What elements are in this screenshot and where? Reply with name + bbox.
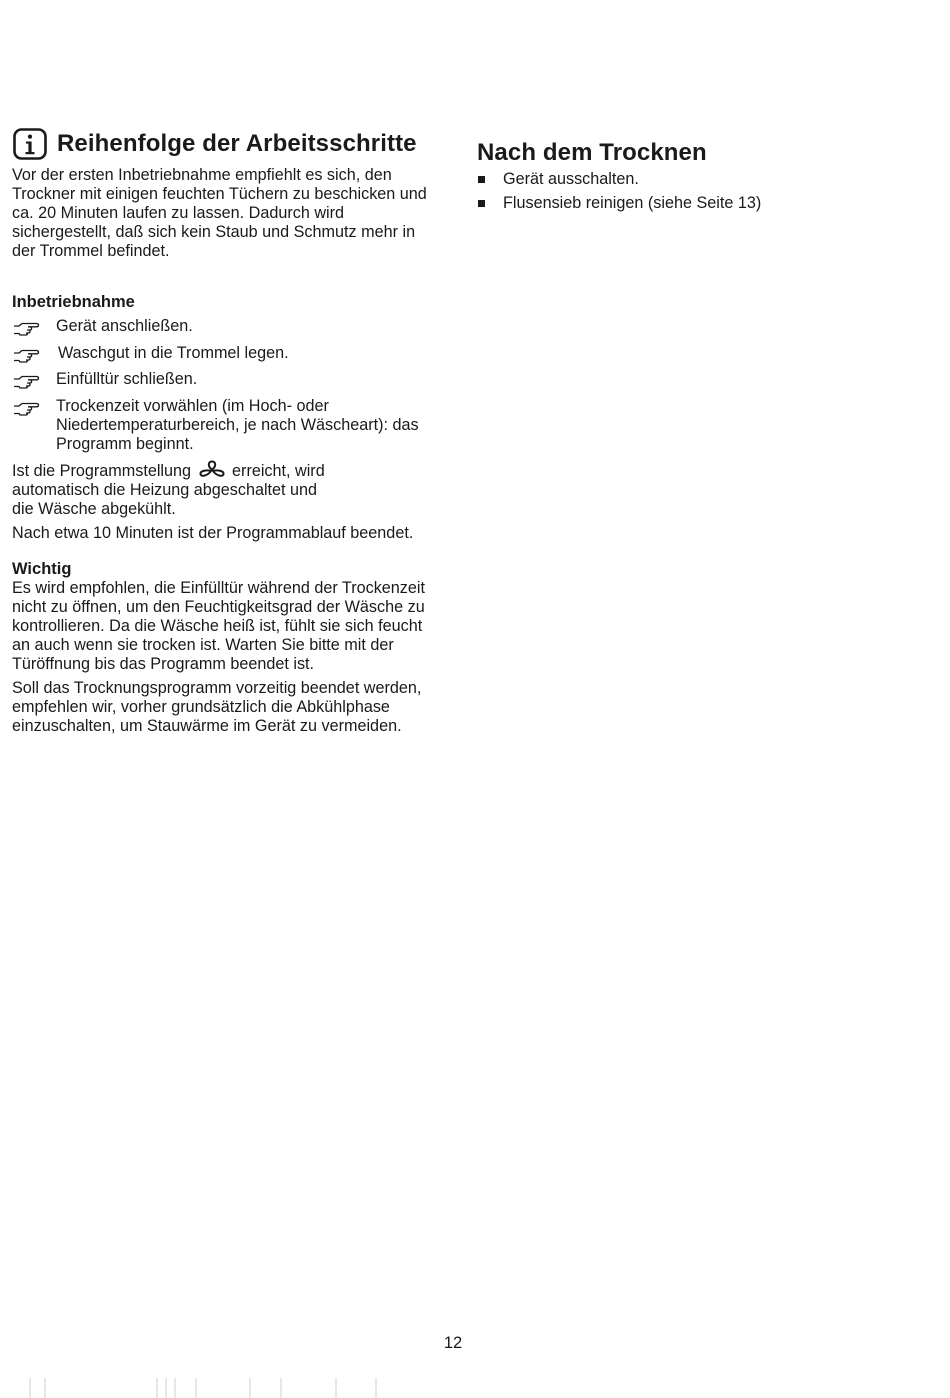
- program-text-before: Ist die Programmstellung: [12, 462, 192, 480]
- step-item: [12, 344, 432, 363]
- program-paragraph: [12, 460, 432, 519]
- step-text: Gerät anschließen.: [56, 317, 193, 335]
- pointing-hand-icon: [12, 347, 40, 363]
- pointing-hand-icon: [12, 320, 40, 336]
- wichtig-heading: Wichtig: [12, 560, 72, 578]
- info-icon: [13, 128, 47, 160]
- step-item: [12, 370, 432, 389]
- step-text: Waschgut in die Trommel legen.: [58, 343, 289, 362]
- end-note: Nach etwa 10 Minuten ist der Programmablauf beendet.: [12, 524, 414, 542]
- inbetriebnahme-steps: [12, 317, 432, 454]
- pointing-hand-icon: [12, 373, 40, 389]
- inbetriebnahme-heading: Inbetriebnahme: [12, 293, 135, 311]
- fan-cooling-icon: [198, 460, 226, 480]
- wichtig-paragraph-1: Es wird empfohlen, die Einfülltür während der Trockenzeit nicht zu öffnen, um den Feuchtigkeitsgrad der Wäsche zu kontrollieren. Da die Wäsche heiß ist, fühlt sie sich feucht an auch wenn sie trocken ist. Warten Sie bitte mit der Türöffnung bis das Programm beendet ist.: [12, 579, 425, 673]
- program-text-after: erreicht, wird: [232, 462, 325, 480]
- square-bullet-icon: [478, 200, 485, 207]
- left-column: [12, 128, 432, 736]
- section-heading-row: [12, 128, 432, 160]
- nach-dem-trocknen-list: [477, 170, 917, 213]
- step-text: Einfülltür schließen.: [56, 370, 198, 388]
- nach-dem-trocknen-heading: Nach dem Trocknen: [477, 139, 707, 166]
- program-text-rest: automatisch die Heizung abgeschaltet und die Wäsche abgekühlt.: [12, 481, 318, 518]
- list-item: [477, 194, 917, 213]
- list-item-text: Flusensieb reinigen (siehe Seite 13): [503, 194, 762, 212]
- intro-paragraph: Vor der ersten Inbetriebnahme empfiehlt es sich, den Trockner mit einigen feuchten Tüchern zu beschicken und ca. 20 Minuten laufen zu lassen. Dadurch wird sichergestellt, daß sich kein Staub und Schmutz mehr in der Trommel befindet.: [12, 166, 427, 260]
- step-text: Trockenzeit vorwählen (im Hoch- oder Niedertemperaturbereich, je nach Wäscheart): das Programm beginnt.: [56, 396, 419, 453]
- section-heading: Reihenfolge der Arbeitsschritte: [57, 130, 417, 157]
- right-column: [477, 138, 917, 218]
- step-item: [12, 397, 432, 454]
- square-bullet-icon: [478, 176, 485, 183]
- list-item-text: Gerät ausschalten.: [503, 170, 639, 188]
- pointing-hand-icon: [12, 400, 40, 416]
- step-item: [12, 317, 432, 336]
- scan-edge-marks: [0, 1374, 950, 1398]
- page-number: 12: [443, 1334, 463, 1352]
- wichtig-paragraph-2: Soll das Trocknungsprogramm vorzeitig beendet werden, empfehlen wir, vorher grundsätzlich die Abkühlphase einzuschalten, um Stauwärme im Gerät zu vermeiden.: [12, 679, 422, 735]
- list-item: [477, 170, 917, 189]
